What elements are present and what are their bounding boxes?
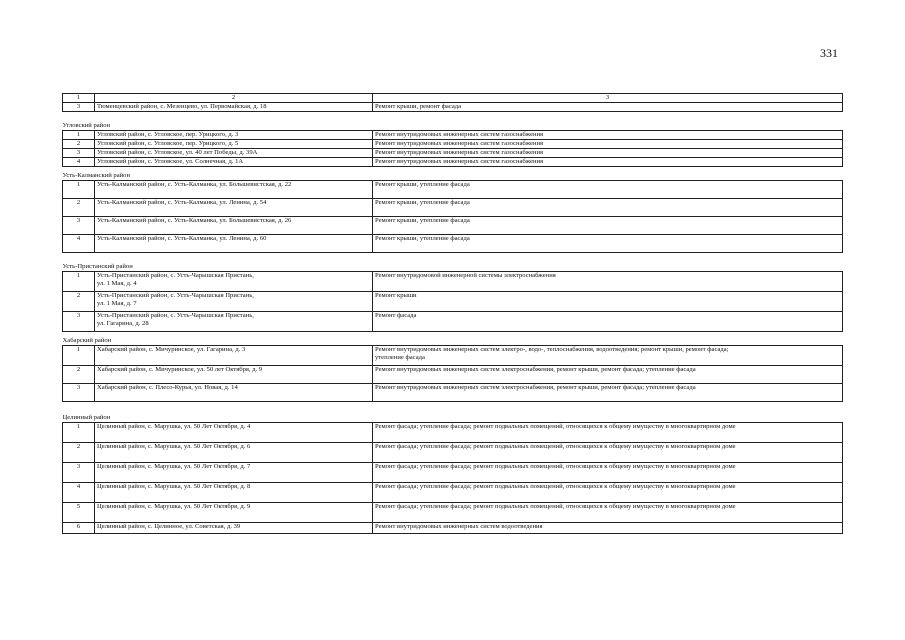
row-work	[373, 483, 843, 503]
row-address	[95, 140, 373, 149]
table-row	[63, 272, 843, 292]
row-address	[95, 235, 373, 253]
row-work	[373, 523, 843, 534]
row-work	[373, 149, 843, 158]
row-address	[95, 217, 373, 235]
row-address	[95, 149, 373, 158]
section-row	[63, 112, 843, 131]
row-number: 3	[63, 149, 95, 158]
table-row	[63, 423, 843, 443]
row-work-line: Ремонт внутридомовых инженерных систем газоснабжения	[375, 140, 544, 147]
row-work	[373, 235, 843, 253]
row-address-line: Угловский район, с. Угловское, ул. 40 лет Победы, д. 39А	[97, 149, 258, 156]
row-number: 6	[63, 523, 95, 534]
row-number: 2	[63, 292, 95, 312]
row-work-line: Ремонт внутридомовых инженерных систем электроснабжения, ремонт крыши, ремонт фасада; утепление фасада	[375, 384, 696, 391]
row-work	[373, 158, 843, 167]
row-work-line: Ремонт внутридомовых инженерных систем газоснабжения	[375, 131, 544, 138]
row-work-line: Ремонт крыши, утепление фасада	[375, 217, 470, 224]
row-work-line: Ремонт фасада; утепление фасада; ремонт подвальных помещений, относящихся к общему имуществу в многоквартирном доме	[375, 503, 736, 510]
table-row	[63, 384, 843, 402]
row-address-line: ул. 1 Мая, д. 7	[97, 300, 137, 307]
row-address-line: Усть-Калманский район, с. Усть-Калманка, ул. Большевистская, д. 26	[97, 217, 292, 224]
row-number: 1	[63, 181, 95, 199]
section-title: Усть-Калманский район	[63, 167, 843, 181]
row-work-line: Ремонт крыши, утепление фасада	[375, 235, 470, 242]
row-number: 2	[63, 366, 95, 384]
row-work	[373, 131, 843, 140]
table-row	[63, 103, 843, 112]
row-work: Ремонт крыши, ремонт фасада	[373, 103, 843, 112]
row-number: 4	[63, 483, 95, 503]
table-row	[63, 523, 843, 534]
row-number: 3	[63, 463, 95, 483]
row-work	[373, 292, 843, 312]
row-address-line: Усть-Калманский район, с. Усть-Калманка, ул. Большевистская, д. 22	[97, 181, 292, 188]
header-col-2: 2	[95, 94, 373, 103]
row-address	[95, 292, 373, 312]
header-col-3: 3	[373, 94, 843, 103]
row-address	[95, 272, 373, 292]
row-address-line: Угловский район, с. Угловское, пер. Урицкого, д. 5	[97, 140, 239, 147]
row-address	[95, 523, 373, 534]
row-address	[95, 346, 373, 366]
row-number: 1	[63, 131, 95, 140]
row-address-line: Усть-Пристанский район, с. Усть-Чарышская Пристань,	[97, 292, 254, 299]
row-address	[95, 483, 373, 503]
section-title: Усть-Пристанский район	[63, 253, 843, 272]
row-work	[373, 443, 843, 463]
row-address: Тюменцевский район, с. Мезенцево, ул. Первомайская, д. 18	[95, 103, 373, 112]
row-work-line: Ремонт крыши, утепление фасада	[375, 181, 470, 188]
row-number: 3	[63, 384, 95, 402]
section-title: Хабарский район	[63, 332, 843, 346]
section-row	[63, 167, 843, 181]
table-row	[63, 235, 843, 253]
section-row	[63, 332, 843, 346]
row-address	[95, 423, 373, 443]
row-address-line: Хабарский район, с. Плесо-Курья, ул. Новая, д. 14	[97, 384, 238, 391]
row-work-line: Ремонт внутридомовой инженерной системы электроснабжения	[375, 272, 556, 279]
row-work	[373, 423, 843, 443]
row-address	[95, 199, 373, 217]
row-work-line: Ремонт внутридомовых инженерных систем электро-, водо-, теплоснабжения, водоотведения; ремонт крыши, ремонт фасада;	[375, 346, 729, 353]
header-col-1: 1	[63, 94, 95, 103]
table-row	[63, 483, 843, 503]
section-row	[63, 253, 843, 272]
row-number: 5	[63, 503, 95, 523]
row-address-line: Хабарский район, с. Мичуринское, ул. 50 лет Октября, д. 9	[97, 366, 263, 373]
row-address-line: Хабарский район, с. Мичуринское, ул. Гагарина, д. 3	[97, 346, 246, 353]
row-number: 4	[63, 158, 95, 167]
row-work-line: Ремонт внутридомовых инженерных систем газоснабжения	[375, 149, 544, 156]
table-header-row	[63, 94, 843, 103]
table-row	[63, 346, 843, 366]
table-row	[63, 140, 843, 149]
table-row	[63, 131, 843, 140]
section-title: Угловский район	[63, 112, 843, 131]
row-number: 1	[63, 272, 95, 292]
row-address-line: Угловский район, с. Угловское, ул. Солнечная, д. 1А	[97, 158, 244, 165]
row-address-line: Угловский район, с. Угловское, пер. Урицкого, д. 3	[97, 131, 239, 138]
row-number: 1	[63, 346, 95, 366]
table-row	[63, 181, 843, 199]
table-row	[63, 366, 843, 384]
row-work-line: Ремонт крыши	[375, 292, 417, 299]
row-address	[95, 181, 373, 199]
row-work	[373, 384, 843, 402]
table-row	[63, 503, 843, 523]
row-number: 3	[63, 103, 95, 112]
row-work	[373, 140, 843, 149]
row-address-line: Усть-Калманский район, с. Усть-Калманка, ул. Ленина, д. 54	[97, 199, 267, 206]
row-work-line: Ремонт внутридомовых инженерных систем электроснабжения, ремонт крыши, ремонт фасада; утепление фасада	[375, 366, 696, 373]
row-number: 4	[63, 235, 95, 253]
row-number: 2	[63, 140, 95, 149]
row-work	[373, 366, 843, 384]
row-address-line: Целинный район, с. Марушка, ул. 50 Лет Октября, д. 7	[97, 463, 251, 470]
row-address	[95, 131, 373, 140]
table-row	[63, 217, 843, 235]
table-row	[63, 158, 843, 167]
row-address	[95, 384, 373, 402]
row-address	[95, 366, 373, 384]
row-address	[95, 503, 373, 523]
row-work-line: Ремонт фасада; утепление фасада; ремонт подвальных помещений, относящихся к общему имуществу в многоквартирном доме	[375, 483, 736, 490]
row-work	[373, 217, 843, 235]
row-address-line: Усть-Калманский район, с. Усть-Калманка, ул. Ленина, д. 60	[97, 235, 267, 242]
row-work-line: Ремонт крыши, утепление фасада	[375, 199, 470, 206]
row-work-line: утепление фасада	[375, 354, 425, 361]
table-row	[63, 312, 843, 332]
row-work	[373, 312, 843, 332]
row-work	[373, 181, 843, 199]
row-address-line: Целинный район, с. Целинное, ул. Советская, д. 39	[97, 523, 241, 530]
row-address-line: Целинный район, с. Марушка, ул. 50 Лет Октября, д. 9	[97, 503, 251, 510]
table-row	[63, 463, 843, 483]
row-work	[373, 272, 843, 292]
table-row	[63, 199, 843, 217]
row-work-line: Ремонт внутридомовых инженерных систем водоотведения	[375, 523, 543, 530]
row-number: 2	[63, 443, 95, 463]
row-address-line: ул. Гагарина, д. 28	[97, 320, 149, 327]
page-number: 331	[820, 46, 838, 60]
row-work-line: Ремонт фасада; утепление фасада; ремонт подвальных помещений, относящихся к общему имуществу в многоквартирном доме	[375, 443, 736, 450]
table-row	[63, 292, 843, 312]
row-address-line: Целинный район, с. Марушка, ул. 50 Лет Октября, д. 4	[97, 423, 251, 430]
row-address-line: ул. 1 Мая, д. 4	[97, 280, 137, 287]
section-title: Целинный район	[63, 402, 843, 423]
row-number: 3	[63, 217, 95, 235]
row-work-line: Ремонт фасада; утепление фасада; ремонт подвальных помещений, относящихся к общему имуществу в многоквартирном доме	[375, 423, 736, 430]
table-row	[63, 443, 843, 463]
row-address	[95, 443, 373, 463]
row-work-line: Ремонт фасада	[375, 312, 417, 319]
row-work-line: Ремонт фасада; утепление фасада; ремонт подвальных помещений, относящихся к общему имуществу в многоквартирном доме	[375, 463, 736, 470]
row-address-line: Усть-Пристанский район, с. Усть-Чарышская Пристань,	[97, 312, 254, 319]
row-address	[95, 463, 373, 483]
row-address-line: Усть-Пристанский район, с. Усть-Чарышская Пристань,	[97, 272, 254, 279]
row-work	[373, 503, 843, 523]
row-address-line: Целинный район, с. Марушка, ул. 50 Лет Октября, д. 8	[97, 483, 251, 490]
row-number: 1	[63, 423, 95, 443]
row-work-line: Ремонт внутридомовых инженерных систем газоснабжения	[375, 158, 544, 165]
row-work	[373, 346, 843, 366]
row-work	[373, 199, 843, 217]
table-row	[63, 149, 843, 158]
row-number: 3	[63, 312, 95, 332]
row-address-line: Целинный район, с. Марушка, ул. 50 Лет Октября, д. 6	[97, 443, 251, 450]
row-number: 2	[63, 199, 95, 217]
section-row	[63, 402, 843, 423]
objects-table	[62, 93, 843, 534]
row-address	[95, 312, 373, 332]
row-address	[95, 158, 373, 167]
row-work	[373, 463, 843, 483]
